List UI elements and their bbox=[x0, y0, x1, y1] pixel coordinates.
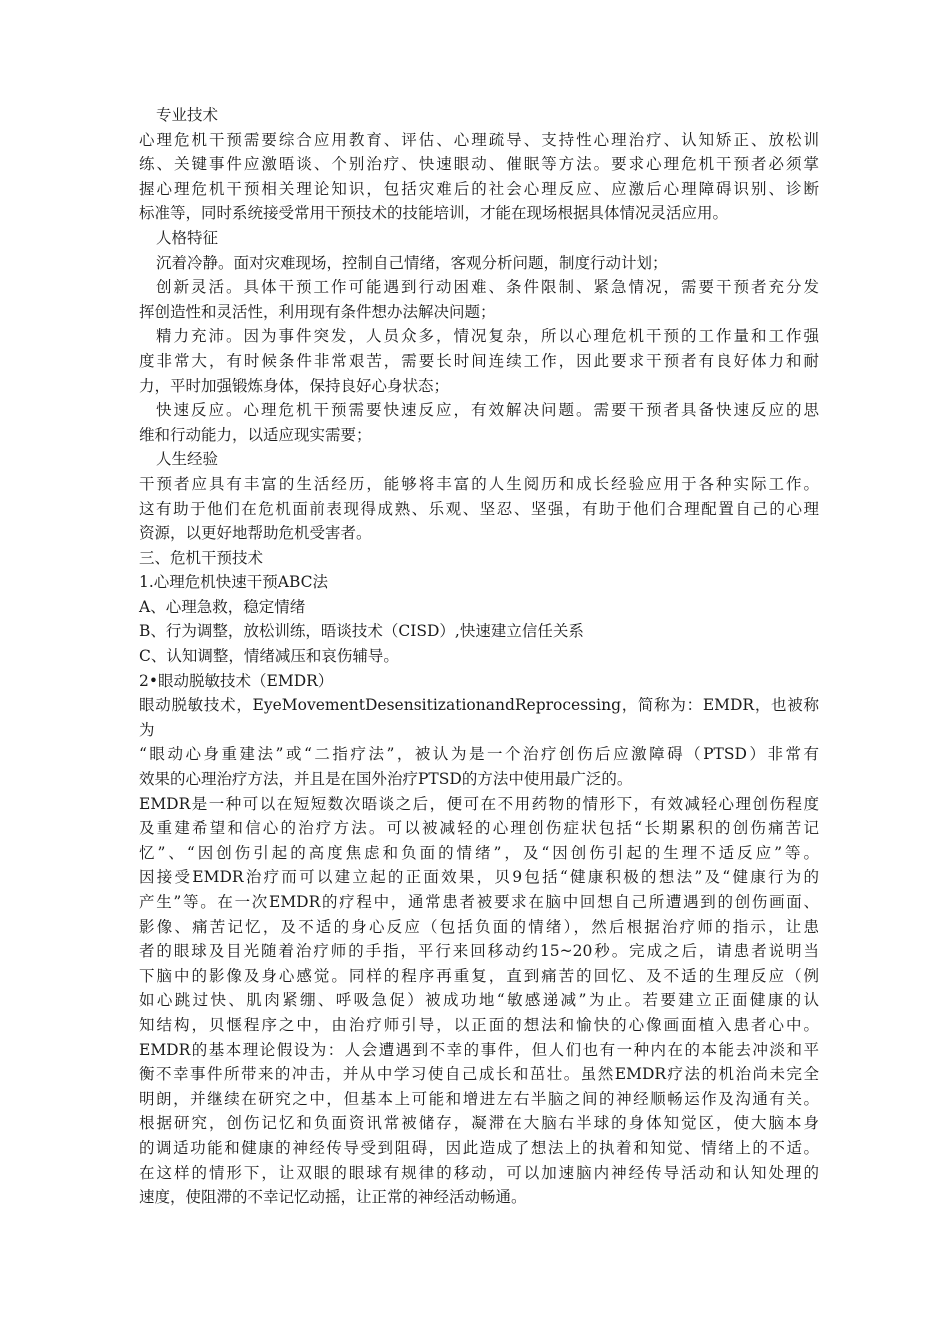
document-page bbox=[139, 103, 819, 1210]
text-line: B、行为调整，放松训练，晤谈技术（CISD）,快速建立信任关系 bbox=[139, 622, 584, 641]
text-line: 创新灵活。具体干预工作可能遇到行动困难、条件限制、紧急情况，需要干预者充分发 bbox=[156, 278, 819, 297]
text-line: 干预者应具有丰富的生活经历，能够将丰富的人生阅历和成长经验应用于各种实际工作。 bbox=[139, 474, 819, 493]
text-line: 2•眼动脱敏技术（EMDR） bbox=[139, 671, 334, 690]
text-line: 挥创造性和灵活性，利用现有条件想办法解决问题； bbox=[139, 302, 496, 321]
text-line: 根据研究，创伤记忆和负面资讯常被储存，凝滞在大脑右半球的身体知觉区，使大脑本身 bbox=[139, 1114, 819, 1133]
text-line: 沉着冷静。面对灾难现场，控制自己情绪，客观分析问题，制度行动计划； bbox=[156, 253, 668, 272]
text-line: 的调适功能和健康的神经传导受到阻碍，因此造成了想法上的执着和知觉、情绪上的不适。 bbox=[139, 1138, 819, 1157]
text-line: 精力充沛。因为事件突发，人员众多，情况复杂，所以心理危机干预的工作量和工作强 bbox=[156, 327, 819, 346]
text-line: 这有助于他们在危机面前表现得成熟、乐观、坚忍、坚强，有助于他们合理配置自己的心理 bbox=[139, 499, 819, 518]
text-line: EMDR是一种可以在短短数次晤谈之后，便可在不用药物的情形下，有效减轻心理创伤程度 bbox=[139, 794, 819, 813]
text-line: 知结构，贝惬程序之中，由治疗师引导，以正面的想法和愉快的心像画面植入患者心中。 bbox=[139, 1015, 819, 1034]
text-line: 眼动脱敏技术，EyeMovementDesensitizationandReprocessing，简称为：EMDR，也被称为 bbox=[139, 696, 819, 739]
text-line: 三、危机干预技术 bbox=[139, 548, 264, 567]
text-line: 握心理危机干预相关理论知识，包括灾难后的社会心理反应、应激后心理障碍识别、诊断 bbox=[139, 179, 819, 198]
text-line: C、认知调整，情绪减压和哀伤辅导。 bbox=[139, 647, 399, 666]
text-line: 因接受EMDR治疗而可以建立起的正面效果，贝9包括“健康积极的想法”及“健康行为的 bbox=[139, 868, 819, 887]
text-line: 忆”、“因创伤引起的高度焦虑和负面的情绪”，及“因创伤引起的生理不适反应”等。 bbox=[139, 843, 819, 862]
text-line: 者的眼球及目光随着治疗师的手指，平行来回移动约15~20秒。完成之后，请患者说明当 bbox=[139, 942, 819, 961]
text-line: 资源，以更好地帮助危机受害者。 bbox=[139, 524, 372, 543]
text-line: 衡不幸事件所带来的冲击，并从中学习使自己成长和茁壮。虽然EMDR疗法的机治尚未完全 bbox=[139, 1065, 819, 1084]
text-line: 下脑中的影像及身心感觉。同样的程序再重复，直到痛苦的回忆、及不适的生理反应（例 bbox=[139, 966, 819, 985]
text-line: 人生经验 bbox=[156, 450, 219, 469]
text-line: 力，平时加强锻炼身体，保持良好心身状态； bbox=[139, 376, 450, 395]
text-line: 速度，使阻滞的不幸记忆动摇，让正常的神经活动畅通。 bbox=[139, 1188, 527, 1207]
text-line: 专业技术 bbox=[156, 106, 219, 124]
text-line: 快速反应。心理危机干预需要快速反应，有效解决问题。需要干预者具备快速反应的思 bbox=[156, 401, 819, 420]
text-line: 产生”等。在一次EMDR的疗程中，通常患者被要求在脑中回想自己所遭遇到的创伤画面、 bbox=[139, 893, 819, 911]
text-line: 如心跳过快、肌肉紧绷、呼吸急促）被成功地“敏感递减”为止。若要建立正面健康的认 bbox=[139, 991, 819, 1010]
text-line: 效果的心理治疗方法，并且是在国外治疗PTSD的方法中使用最广泛的。 bbox=[139, 770, 633, 789]
text-line: 影像、痛苦记忆，及不适的身心反应（包括负面的情绪），然后根据治疗师的指示，让患 bbox=[139, 917, 819, 936]
text-line: 1.心理危机快速干预ABC法 bbox=[139, 573, 329, 592]
text-line: 练、关键事件应激晤谈、个别治疗、快速眼动、催眠等方法。要求心理危机干预者必须掌 bbox=[139, 155, 819, 174]
text-line: 及重建希望和信心的治疗方法。可以被减轻的心理创伤症状包括“长期累积的创伤痛苦记 bbox=[139, 819, 819, 838]
text-line: 心理危机干预需要综合应用教育、评估、心理疏导、支持性心理治疗、认知矫正、放松训 bbox=[139, 130, 819, 149]
text-line: 在这样的情形下，让双眼的眼球有规律的移动，可以加速脑内神经传导活动和认知处理的 bbox=[139, 1163, 819, 1182]
text-line: 维和行动能力，以适应现实需要； bbox=[139, 425, 372, 444]
text-line: EMDR的基本理论假设为：人会遭遇到不幸的事件，但人们也有一种内在的本能去冲淡和平 bbox=[139, 1040, 819, 1059]
text-line: 人格特征 bbox=[156, 228, 219, 247]
text-line: 明朗，并继续在研究之中，但基本上可能和增进左右半脑之间的神经顺畅运作及沟通有关。 bbox=[139, 1089, 819, 1108]
text-line: “眼动心身重建法”或“二指疗法”，被认为是一个治疗创伤后应激障碍（PTSD）非常有 bbox=[139, 745, 819, 764]
text-line: 标准等，同时系统接受常用干预技术的技能培训，才能在现场根据具体情况灵活应用。 bbox=[139, 204, 729, 223]
text-line: 度非常大，有时候条件非常艰苦，需要长时间连续工作，因此要求干预者有良好体力和耐 bbox=[139, 351, 819, 370]
text-line: A、心理急救，稳定情绪 bbox=[139, 597, 306, 616]
